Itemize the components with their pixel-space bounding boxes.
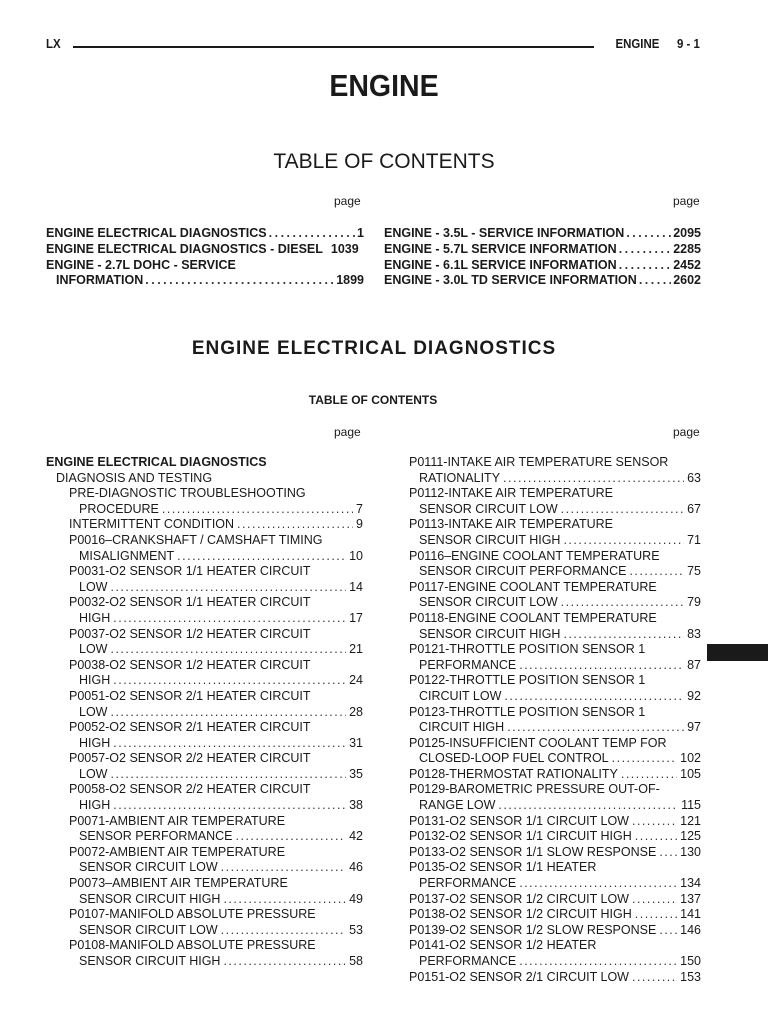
toc-entry-title: P0139-O2 SENSOR 1/2 SLOW RESPONSE bbox=[409, 922, 657, 937]
toc-entry-page-number: 146 bbox=[680, 922, 701, 937]
dot-leader bbox=[110, 705, 346, 721]
toc-entry[interactable] bbox=[46, 611, 363, 627]
toc-entry-title: P0133-O2 SENSOR 1/1 SLOW RESPONSE bbox=[409, 844, 657, 859]
dot-leader bbox=[221, 860, 346, 876]
toc-entry[interactable] bbox=[409, 627, 701, 643]
toc-entry-page-number: 141 bbox=[680, 907, 701, 922]
toc-entry[interactable] bbox=[384, 242, 701, 258]
toc-entry-title: SENSOR CIRCUIT LOW bbox=[79, 860, 218, 875]
toc-entry-title: LOW bbox=[79, 579, 108, 594]
toc-entry-page-number: 49 bbox=[349, 891, 363, 906]
toc-entry-page-number: 1899 bbox=[336, 273, 364, 288]
toc-entry[interactable] bbox=[409, 736, 701, 752]
toc-entry-page-number: 31 bbox=[349, 735, 363, 750]
toc-entry-title: CIRCUIT LOW bbox=[419, 688, 502, 703]
dot-leader bbox=[519, 876, 677, 892]
header-section: ENGINE bbox=[615, 36, 660, 51]
toc-entry-title: P0137-O2 SENSOR 1/2 CIRCUIT LOW bbox=[409, 891, 629, 906]
toc-entry-title: LOW bbox=[79, 642, 108, 657]
toc-entry-title: PERFORMANCE bbox=[419, 876, 517, 891]
toc-entry[interactable] bbox=[46, 876, 363, 892]
toc-entry-title: ENGINE ELECTRICAL DIAGNOSTICS bbox=[46, 226, 267, 240]
toc-entry-title: ENGINE - 2.7L DOHC - SERVICE bbox=[46, 257, 236, 272]
toc-entry[interactable] bbox=[409, 923, 701, 939]
dot-leader bbox=[626, 226, 671, 242]
toc-entry-page-number: 71 bbox=[687, 532, 701, 547]
toc-entry[interactable] bbox=[409, 938, 701, 954]
toc-entry-title: P0131-O2 SENSOR 1/1 CIRCUIT LOW bbox=[409, 813, 629, 828]
dot-leader bbox=[519, 954, 677, 970]
toc-entry-title: P0125-INSUFFICIENT COOLANT TEMP FOR bbox=[409, 735, 667, 750]
toc-entry[interactable] bbox=[46, 258, 364, 274]
running-header bbox=[46, 36, 700, 54]
toc-entry[interactable] bbox=[46, 273, 364, 289]
toc-entry-title: PERFORMANCE bbox=[419, 657, 517, 672]
toc-entry-title: P0132-O2 SENSOR 1/1 CIRCUIT HIGH bbox=[409, 829, 632, 844]
header-rule bbox=[73, 46, 594, 48]
toc-entry-title: P0138-O2 SENSOR 1/2 CIRCUIT HIGH bbox=[409, 907, 632, 922]
toc-entry[interactable] bbox=[409, 814, 701, 830]
toc-entry-title: SENSOR CIRCUIT LOW bbox=[419, 595, 558, 610]
dot-leader bbox=[612, 751, 678, 767]
toc-entry-title: HIGH bbox=[79, 798, 111, 813]
dot-leader bbox=[632, 892, 677, 908]
toc-entry[interactable] bbox=[409, 580, 701, 596]
dot-leader bbox=[507, 720, 684, 736]
header-manual-code: LX bbox=[46, 36, 61, 51]
dot-leader bbox=[223, 892, 346, 908]
toc-entry[interactable] bbox=[409, 455, 701, 471]
toc-entry-page-number: 79 bbox=[687, 595, 701, 610]
dot-leader bbox=[113, 736, 346, 752]
toc-entry-title: P0057-O2 SENSOR 2/2 HEATER CIRCUIT bbox=[69, 751, 311, 766]
toc-entry-page-number: 21 bbox=[349, 642, 363, 657]
toc-entry-title: ENGINE - 6.1L SERVICE INFORMATION bbox=[384, 257, 617, 272]
toc-entry-title: LOW bbox=[79, 704, 108, 719]
toc-entry[interactable] bbox=[409, 533, 701, 549]
toc-entry[interactable] bbox=[46, 502, 363, 518]
toc-entry-page-number: 92 bbox=[687, 688, 701, 703]
toc-entry[interactable] bbox=[409, 876, 701, 892]
dot-leader bbox=[503, 471, 684, 487]
toc-entry-title: P0016–CRANKSHAFT / CAMSHAFT TIMING bbox=[69, 532, 323, 547]
toc-entry-title: P0123-THROTTLE POSITION SENSOR 1 bbox=[409, 704, 646, 719]
page-column-label-left: page bbox=[334, 194, 361, 208]
toc-entry-page-number: 134 bbox=[680, 876, 701, 891]
toc-entry[interactable] bbox=[46, 242, 364, 258]
toc-entry[interactable] bbox=[409, 595, 701, 611]
toc-entry[interactable] bbox=[46, 860, 363, 876]
toc-entry-page-number: 83 bbox=[687, 626, 701, 641]
toc-entry-page-number: 14 bbox=[349, 579, 363, 594]
dot-leader bbox=[632, 814, 677, 830]
toc-entry-page-number: 115 bbox=[681, 798, 701, 813]
toc-entry-title: RANGE LOW bbox=[419, 798, 496, 813]
toc-entry-title: INTERMITTENT CONDITION bbox=[69, 517, 235, 532]
toc-entry-title: PRE-DIAGNOSTIC TROUBLESHOOTING bbox=[69, 486, 306, 501]
toc-entry-page-number: 2095 bbox=[673, 226, 701, 240]
toc-entry-title: P0052-O2 SENSOR 2/1 HEATER CIRCUIT bbox=[69, 720, 311, 735]
toc-entry-page-number: 9 bbox=[356, 517, 363, 532]
toc-entry-title: P0117-ENGINE COOLANT TEMPERATURE bbox=[409, 579, 657, 594]
toc-entry[interactable] bbox=[409, 829, 701, 845]
toc-entry[interactable] bbox=[46, 673, 363, 689]
toc-heading[interactable] bbox=[46, 455, 363, 471]
toc-entry[interactable] bbox=[409, 751, 701, 767]
toc-entry[interactable] bbox=[46, 938, 363, 954]
dot-leader bbox=[563, 533, 684, 549]
toc-entry[interactable] bbox=[46, 954, 363, 970]
toc-entry-title: P0071-AMBIENT AIR TEMPERATURE bbox=[69, 813, 286, 828]
toc-entry[interactable] bbox=[46, 564, 363, 580]
toc-entry[interactable] bbox=[46, 751, 363, 767]
dot-leader bbox=[110, 580, 346, 596]
toc-entry[interactable] bbox=[409, 549, 701, 565]
toc-entry[interactable] bbox=[409, 907, 701, 923]
dot-leader bbox=[110, 767, 346, 783]
toc-entry-title: PROCEDURE bbox=[79, 501, 159, 516]
toc-entry-title: P0151-O2 SENSOR 2/1 CIRCUIT LOW bbox=[409, 969, 629, 984]
toc-entry-title: MISALIGNMENT bbox=[79, 548, 175, 563]
toc-entry-page-number: 75 bbox=[687, 564, 701, 579]
dot-leader bbox=[635, 829, 677, 845]
toc-entry[interactable] bbox=[409, 642, 701, 658]
dot-leader bbox=[504, 689, 684, 705]
section-title: ENGINE ELECTRICAL DIAGNOSTICS bbox=[191, 338, 557, 359]
toc-entry-page-number: 121 bbox=[680, 813, 701, 828]
toc-entry[interactable] bbox=[409, 845, 701, 861]
toc-entry[interactable] bbox=[409, 517, 701, 533]
toc-entry[interactable] bbox=[409, 471, 701, 487]
toc-entry-page-number: 46 bbox=[349, 860, 363, 875]
toc-entry-page-number: 63 bbox=[687, 470, 701, 485]
toc-entry-title: HIGH bbox=[79, 673, 111, 688]
toc-entry-title: P0118-ENGINE COOLANT TEMPERATURE bbox=[409, 610, 657, 625]
toc-entry[interactable] bbox=[409, 689, 701, 705]
toc-entry-title: CIRCUIT HIGH bbox=[419, 720, 505, 735]
toc-entry-title: P0112-INTAKE AIR TEMPERATURE bbox=[409, 486, 613, 501]
toc-entry-page-number: 2602 bbox=[673, 273, 701, 288]
toc-entry-title: P0037-O2 SENSOR 1/2 HEATER CIRCUIT bbox=[69, 626, 311, 641]
toc-entry-page-number: 24 bbox=[349, 673, 363, 688]
toc-entry-page-number: 105 bbox=[680, 766, 701, 781]
dot-leader bbox=[113, 673, 346, 689]
dot-leader bbox=[563, 627, 684, 643]
toc-entry-title: ENGINE - 3.0L TD SERVICE INFORMATION bbox=[384, 273, 637, 288]
toc-entry[interactable] bbox=[46, 892, 363, 908]
dot-leader bbox=[619, 242, 672, 258]
toc-entry[interactable] bbox=[46, 907, 363, 923]
dot-leader bbox=[110, 642, 346, 658]
toc-entry[interactable] bbox=[46, 595, 363, 611]
toc-entry[interactable] bbox=[46, 782, 363, 798]
toc-entry[interactable] bbox=[46, 486, 363, 502]
dot-leader bbox=[659, 923, 677, 939]
toc-entry-page-number: 97 bbox=[687, 720, 701, 735]
toc-entry-page-number: 7 bbox=[356, 501, 363, 516]
dot-leader bbox=[162, 502, 353, 518]
toc-entry[interactable] bbox=[409, 673, 701, 689]
toc-entry-page-number: 28 bbox=[349, 704, 363, 719]
toc-entry[interactable] bbox=[409, 611, 701, 627]
toc-entry[interactable] bbox=[46, 471, 363, 487]
section-thumb-tab bbox=[707, 644, 768, 661]
toc-entry-title: P0051-O2 SENSOR 2/1 HEATER CIRCUIT bbox=[69, 688, 311, 703]
dot-leader bbox=[519, 658, 684, 674]
section-page-column-label-left: page bbox=[334, 425, 361, 439]
toc-entry[interactable] bbox=[384, 226, 701, 242]
toc-entry-page-number: 67 bbox=[687, 501, 701, 516]
top-toc-left-column bbox=[46, 226, 364, 289]
toc-entry-title: LOW bbox=[79, 766, 108, 781]
toc-entry-title: SENSOR CIRCUIT HIGH bbox=[419, 532, 561, 547]
toc-entry-page-number: 35 bbox=[349, 766, 363, 781]
toc-entry-title: P0122-THROTTLE POSITION SENSOR 1 bbox=[409, 673, 646, 688]
toc-entry[interactable] bbox=[409, 767, 701, 783]
toc-entry-title: SENSOR CIRCUIT HIGH bbox=[79, 954, 221, 968]
toc-entry[interactable] bbox=[46, 767, 363, 783]
dot-leader bbox=[113, 798, 346, 814]
dot-leader bbox=[236, 829, 347, 845]
dot-leader bbox=[619, 258, 672, 274]
toc-entry-title: P0128-THERMOSTAT RATIONALITY bbox=[409, 766, 618, 781]
toc-entry-title: RATIONALITY bbox=[419, 470, 501, 485]
toc-entry-page-number: 87 bbox=[687, 657, 701, 672]
toc-entry-title: P0121-THROTTLE POSITION SENSOR 1 bbox=[409, 642, 646, 657]
toc-entry-title: SENSOR CIRCUIT HIGH bbox=[419, 626, 561, 641]
toc-entry-page-number: 58 bbox=[349, 954, 363, 968]
toc-entry[interactable] bbox=[46, 658, 363, 674]
dot-leader bbox=[145, 273, 334, 289]
toc-entry-page-number: 125 bbox=[680, 829, 701, 844]
toc-entry-title: SENSOR CIRCUIT HIGH bbox=[79, 891, 221, 906]
toc-entry-title: P0111-INTAKE AIR TEMPERATURE SENSOR bbox=[409, 455, 669, 469]
toc-entry-page-number: 2452 bbox=[673, 257, 701, 272]
toc-entry[interactable] bbox=[46, 705, 363, 721]
toc-entry[interactable] bbox=[46, 736, 363, 752]
toc-entry-title: HIGH bbox=[79, 735, 111, 750]
toc-entry-page-number: 2285 bbox=[673, 241, 701, 256]
toc-entry-page-number: 53 bbox=[349, 922, 363, 937]
toc-entry[interactable] bbox=[384, 273, 701, 289]
toc-entry-title: P0135-O2 SENSOR 1/1 HEATER bbox=[409, 860, 597, 875]
toc-entry[interactable] bbox=[46, 627, 363, 643]
toc-entry[interactable] bbox=[46, 798, 363, 814]
toc-entry-title: P0073–AMBIENT AIR TEMPERATURE bbox=[69, 876, 288, 891]
toc-entry[interactable] bbox=[409, 564, 701, 580]
dot-leader bbox=[629, 564, 684, 580]
dot-leader bbox=[177, 549, 346, 565]
page-column-label-right: page bbox=[673, 194, 700, 208]
toc-entry-page-number: 17 bbox=[349, 610, 363, 625]
dot-leader bbox=[561, 502, 684, 518]
section-toc-title: TABLE OF CONTENTS bbox=[308, 393, 438, 407]
toc-entry-page-number: 137 bbox=[680, 891, 701, 906]
toc-entry-title: SENSOR CIRCUIT LOW bbox=[79, 922, 218, 937]
toc-entry-title: P0038-O2 SENSOR 1/2 HEATER CIRCUIT bbox=[69, 657, 311, 672]
toc-entry-page-number: 42 bbox=[349, 829, 363, 844]
header-section-page bbox=[616, 36, 700, 51]
toc-entry-title: DIAGNOSIS AND TESTING bbox=[56, 470, 213, 485]
dot-leader bbox=[635, 907, 677, 923]
toc-entry[interactable] bbox=[46, 829, 363, 845]
toc-entry-page-number: 1 bbox=[357, 226, 364, 240]
toc-entry-page-number: 1039 bbox=[330, 241, 359, 256]
toc-entry-title: P0031-O2 SENSOR 1/1 HEATER CIRCUIT bbox=[69, 564, 311, 579]
toc-entry-page-number: 153 bbox=[680, 969, 701, 984]
toc-entry-title: HIGH bbox=[79, 610, 111, 625]
toc-entry[interactable] bbox=[409, 970, 701, 986]
toc-entry-title: P0116–ENGINE COOLANT TEMPERATURE bbox=[409, 548, 660, 563]
toc-entry-page-number: 38 bbox=[349, 798, 363, 813]
toc-entry-title: P0113-INTAKE AIR TEMPERATURE bbox=[409, 517, 613, 532]
section-toc-right-column bbox=[409, 455, 701, 985]
toc-entry[interactable] bbox=[409, 720, 701, 736]
toc-entry-title: ENGINE ELECTRICAL DIAGNOSTICS - DIESEL bbox=[46, 241, 323, 256]
toc-entry-title: P0108-MANIFOLD ABSOLUTE PRESSURE bbox=[69, 938, 316, 953]
toc-entry[interactable] bbox=[409, 658, 701, 674]
toc-entry[interactable] bbox=[409, 860, 701, 876]
toc-entry[interactable] bbox=[46, 580, 363, 596]
toc-entry[interactable] bbox=[409, 502, 701, 518]
toc-entry-title: ENGINE - 5.7L SERVICE INFORMATION bbox=[384, 241, 617, 256]
toc-entry[interactable] bbox=[46, 226, 364, 242]
toc-entry[interactable] bbox=[46, 549, 363, 565]
toc-entry-title: P0107-MANIFOLD ABSOLUTE PRESSURE bbox=[69, 907, 316, 922]
toc-entry[interactable] bbox=[46, 533, 363, 549]
toc-entry[interactable] bbox=[46, 814, 363, 830]
toc-entry[interactable] bbox=[46, 845, 363, 861]
toc-entry[interactable] bbox=[409, 705, 701, 721]
toc-entry-title: SENSOR CIRCUIT PERFORMANCE bbox=[419, 564, 627, 579]
top-toc-right-column bbox=[384, 226, 701, 289]
toc-entry-page-number: 130 bbox=[680, 844, 701, 859]
toc-entry-title: P0129-BAROMETRIC PRESSURE OUT-OF- bbox=[409, 782, 660, 797]
toc-entry-page-number: 150 bbox=[680, 954, 701, 968]
page-title: ENGINE bbox=[329, 68, 439, 103]
toc-entry[interactable] bbox=[384, 258, 701, 274]
toc-entry-title: ENGINE ELECTRICAL DIAGNOSTICS bbox=[46, 455, 267, 469]
dot-leader bbox=[659, 845, 677, 861]
toc-entry[interactable] bbox=[409, 954, 701, 970]
dot-leader bbox=[639, 273, 671, 289]
toc-entry[interactable] bbox=[409, 798, 701, 814]
toc-title: TABLE OF CONTENTS bbox=[273, 150, 495, 173]
header-page-number: 9 - 1 bbox=[677, 36, 700, 51]
toc-entry-title: P0072-AMBIENT AIR TEMPERATURE bbox=[69, 844, 286, 859]
dot-leader bbox=[498, 798, 678, 814]
toc-entry[interactable] bbox=[46, 689, 363, 705]
toc-entry-title: ENGINE - 3.5L - SERVICE INFORMATION bbox=[384, 226, 625, 240]
toc-entry[interactable] bbox=[409, 892, 701, 908]
toc-entry[interactable] bbox=[46, 517, 363, 533]
dot-leader bbox=[223, 954, 346, 970]
dot-leader bbox=[221, 923, 346, 939]
toc-entry-page-number: 10 bbox=[349, 548, 363, 563]
section-toc-left-column bbox=[46, 455, 363, 970]
toc-entry-title: P0141-O2 SENSOR 1/2 HEATER bbox=[409, 938, 597, 953]
toc-entry-title: CLOSED-LOOP FUEL CONTROL bbox=[419, 751, 609, 766]
dot-leader bbox=[269, 226, 355, 242]
toc-entry[interactable] bbox=[46, 642, 363, 658]
toc-entry-title: SENSOR CIRCUIT LOW bbox=[419, 501, 558, 516]
toc-entry[interactable] bbox=[409, 782, 701, 798]
toc-entry[interactable] bbox=[46, 923, 363, 939]
toc-entry[interactable] bbox=[409, 486, 701, 502]
dot-leader bbox=[237, 517, 353, 533]
dot-leader bbox=[621, 767, 677, 783]
dot-leader bbox=[632, 970, 677, 986]
toc-entry-title: PERFORMANCE bbox=[419, 954, 517, 968]
toc-entry-title: P0032-O2 SENSOR 1/1 HEATER CIRCUIT bbox=[69, 595, 311, 610]
section-page-column-label-right: page bbox=[673, 425, 700, 439]
toc-entry-title: INFORMATION bbox=[56, 273, 144, 288]
toc-entry-title: SENSOR PERFORMANCE bbox=[79, 829, 233, 844]
dot-leader bbox=[113, 611, 346, 627]
toc-entry-page-number: 102 bbox=[680, 751, 701, 766]
toc-entry-title: P0058-O2 SENSOR 2/2 HEATER CIRCUIT bbox=[69, 782, 311, 797]
toc-entry[interactable] bbox=[46, 720, 363, 736]
dot-leader bbox=[561, 595, 684, 611]
